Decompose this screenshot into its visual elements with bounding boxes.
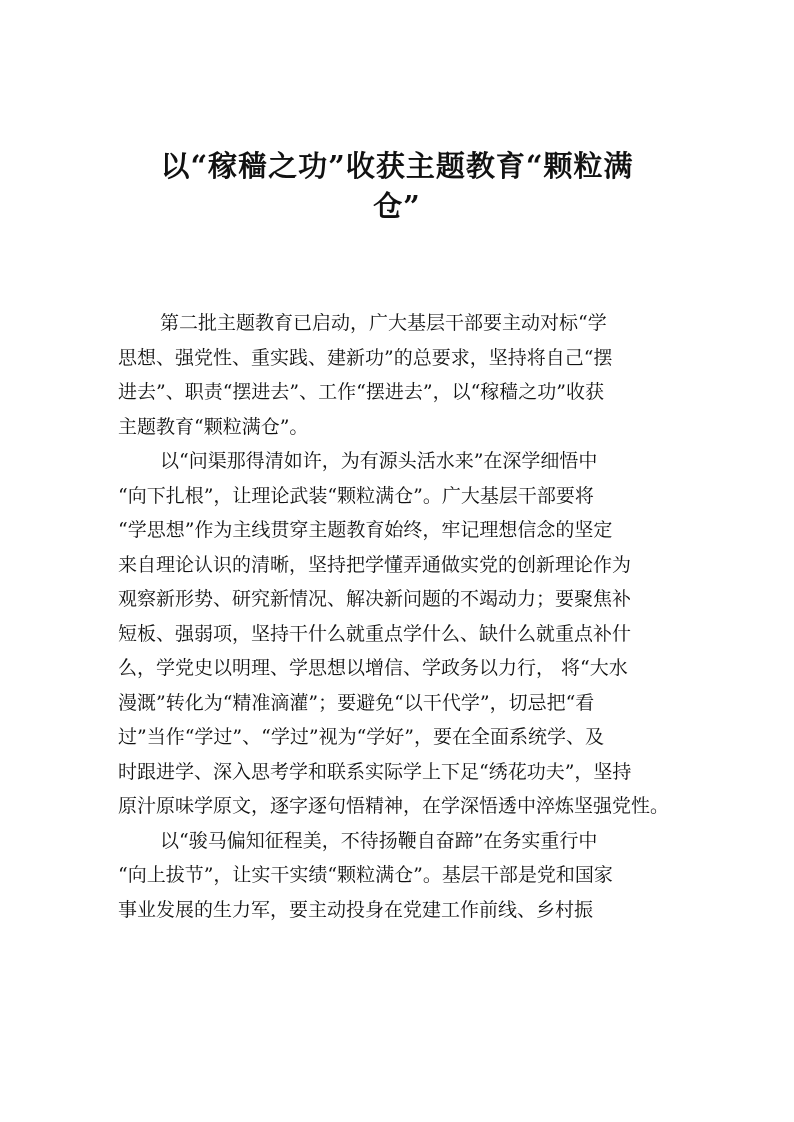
paragraph-2-line: 漫溉”转化为“精准滴灌”；要避免“以干代学”，切忌把“看 <box>118 691 595 714</box>
paragraph-3-line: “向上拔节”，让实干实绩“颗粒满仓”。基层干部是党和国家 <box>118 864 613 886</box>
document-title-line-2: 仓” <box>373 189 421 223</box>
paragraph-1-line: 进去”、职责“摆进去”、工作“摆进去”，以“稼穑之功”收获 <box>118 381 604 403</box>
paragraph-2-line: 时跟进学、深入思考学和联系实际学上下足“绣花功夫”，坚持 <box>118 760 632 783</box>
document-body <box>118 306 690 927</box>
paragraph-1-line: 主题教育“颗粒满仓”。 <box>118 415 309 438</box>
paragraph-3-line: 事业发展的生力军，要主动投身在党建工作前线、乡村振 <box>118 898 594 921</box>
paragraph-1-line: 第二批主题教育已启动，广大基层干部要主动对标“学 <box>160 312 607 334</box>
paragraph-2-line: “学思想”作为主线贯穿主题教育始终，牢记理想信念的坚定 <box>118 519 613 541</box>
paragraph-2-line: 过”当作“学过”、“学过”视为“学好”，要在全面系统学、及 <box>118 726 604 748</box>
paragraph-3-line: 以“骏马偏知征程美，不待扬鞭自奋蹄”在务实重行中 <box>160 829 598 852</box>
paragraph-1-line: 思想、强党性、重实践、建新功”的总要求，坚持将自己“摆 <box>118 346 613 369</box>
paragraph-2-line: 么，学党史以明理、学思想以增信、学政务以力行， 将“大水 <box>118 657 628 679</box>
paragraph-2-line: 原汁原味学原文，逐字逐句悟精神，在学深悟透中淬炼坚强党性。 <box>118 795 670 817</box>
paragraph-2-line: 以“问渠那得清如许，为有源头活水来”在深学细悟中 <box>160 450 598 472</box>
document-title-line-1: 以“稼穑之功”收获主题教育“颗粒满 <box>160 149 634 183</box>
paragraph-2-line: 观察新形势、研究新情况、解决新问题的不竭动力；要聚焦补 <box>118 588 632 610</box>
paragraph-2-line: “向下扎根”，让理论武装“颗粒满仓”。广大基层干部要将 <box>118 484 594 507</box>
paragraph-2-line: 来自理论认识的清晰，坚持把学懂弄通做实党的创新理论作为 <box>118 553 632 576</box>
paragraph-2-line: 短板、强弱项，坚持干什么就重点学什么、缺什么就重点补什 <box>118 622 632 645</box>
